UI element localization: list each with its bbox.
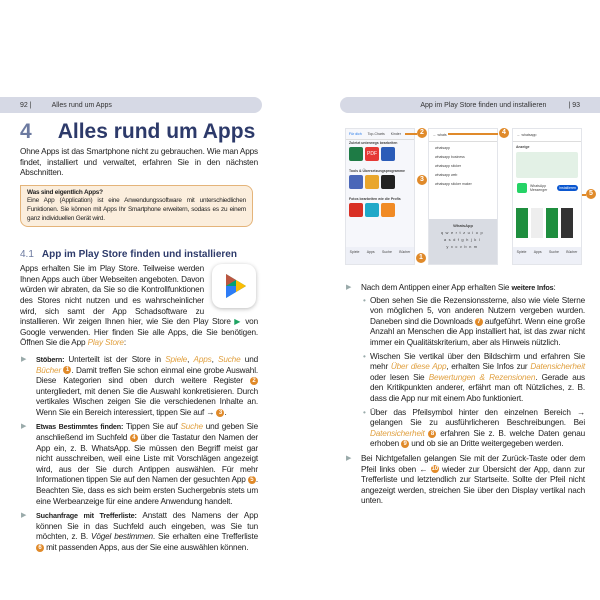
text-run: Wischen Sie vertikal über den Bildschirm und erfahren Sie mehr xyxy=(370,351,585,372)
text-run: Apps erhalten Sie im Play Store. Teilweise werden Ihnen Apps auch über Webseiten angeboten. Davon würden wir abraten, da Sie so die Kontrollfunktionen des Stores nicht nutzen und es wahrscheinlicher wird, sich samt der App Schadsoftware zu installieren. Wir zeigen Ihnen hier, wie Sie den Play Store xyxy=(20,264,235,327)
chapter-number: 4 xyxy=(20,120,32,143)
bottom-nav xyxy=(513,247,581,264)
bold-lead: Suchanfrage mit Trefferliste: xyxy=(36,511,143,521)
app-name[interactable]: WhatsApp Messenger xyxy=(530,184,548,192)
text-run: wieder zur Übersicht der App, dann zur Trefferliste und letztendlich zur Startseite. Sollte der Pfeil nicht angezeigt werden, streichen Sie über den Display vertikal nach unten. xyxy=(361,464,585,506)
section-label: Fotos bearbeiten wie die Profis xyxy=(349,197,401,201)
info-box-title: Was sind eigentlich Apps? xyxy=(27,188,103,196)
running-title: App im Play Store finden und installieren xyxy=(420,101,547,109)
sub-bullet-text xyxy=(370,296,585,347)
page-number: 92 | xyxy=(20,101,32,109)
section-heading: App im Play Store finden und installieren xyxy=(41,249,237,261)
page-number: | 93 xyxy=(568,101,580,109)
bottom-nav xyxy=(346,247,414,264)
text-run: von Google verwenden. Hier finden Sie alle Apps, die Sie benötigen. Öffnen Sie die App xyxy=(20,317,258,348)
text-run: erfahren Sie z. B. welche Daten genau erhoben xyxy=(370,428,585,449)
bullet-arrow-icon: ▶ xyxy=(346,454,352,462)
text-run: Nach dem Antippen einer App erhalten Sie xyxy=(361,283,512,292)
ui-term: Suche xyxy=(218,354,241,364)
ui-term: Datensicherheit xyxy=(530,362,585,372)
text-run: : xyxy=(553,283,556,292)
suggestion: whatsapp business xyxy=(435,155,465,159)
keyboard-row: asdfghjkl xyxy=(443,237,483,242)
nav-games[interactable]: Spiele xyxy=(516,250,527,254)
callout-4: 4 xyxy=(499,128,509,138)
whatsapp-icon xyxy=(517,183,527,193)
section-paragraph-wrap xyxy=(20,264,258,349)
bullet-item xyxy=(345,454,585,507)
info-box xyxy=(20,185,253,227)
excel-icon xyxy=(349,147,363,161)
text-run: und ob sie an Dritte weitergegeben werden. xyxy=(409,439,564,449)
step-badge: 1 xyxy=(63,366,71,374)
tab-top-charts: Top-Charts xyxy=(367,132,385,136)
ui-term: Über diese App xyxy=(390,362,447,372)
app-icon xyxy=(349,203,363,217)
ad-banner xyxy=(516,152,578,178)
step-badge: 4 xyxy=(130,434,138,442)
suggestion: whatsapp sticker maker xyxy=(435,182,472,186)
text-run: . Sie erhalten eine Trefferliste xyxy=(152,532,259,542)
search-query: whats xyxy=(437,133,447,137)
ui-term: Spiele xyxy=(165,354,188,364)
pdf-icon: PDF xyxy=(365,147,379,161)
text-run: Unterteilt ist der Store in xyxy=(68,354,166,364)
suggestion: whatsapp web xyxy=(435,173,458,177)
suggestion: whatsapp xyxy=(435,146,450,150)
app-icon xyxy=(365,203,379,217)
play-store-logo-icon xyxy=(212,264,256,308)
bullet-text xyxy=(36,355,258,417)
keyboard-row: qwertzuiop xyxy=(440,230,486,235)
screenshot-play-store-home xyxy=(345,128,415,265)
step-badge: 6 xyxy=(36,544,44,552)
tab-for-you: Für dich xyxy=(349,132,362,136)
bullet-item xyxy=(345,283,585,450)
bullet-arrow-icon: ▶ xyxy=(21,423,27,431)
bullet-text xyxy=(361,283,556,292)
sub-bullet: • Über das Pfeilsymbol hinter den einzelnen Bereich → gelangen Sie zu ausführlicheren Beschreibungen. Bei Datensicherheit 8 erfahren Sie z. B. welche Daten genau erhoben 9 und ob sie an Dritte weitergegeben werden. xyxy=(363,407,585,449)
left-bullet-list xyxy=(20,355,258,554)
text-run: Bei Nichtgefallen gelangen Sie mit der Zurück-Taste oder dem Pfeil links oben ← xyxy=(361,453,585,474)
sub-bullet-text xyxy=(370,408,585,449)
step-badge: 7 xyxy=(475,318,483,326)
step-badge: 8 xyxy=(428,430,436,438)
text-run: . Damit treffen Sie schon einmal eine grobe Auswahl. Diese Kategorien sind oben durch weitere Register xyxy=(36,365,259,386)
running-title: Alles rund um Apps xyxy=(51,101,112,109)
bullet-arrow-icon: ▶ xyxy=(21,355,27,363)
ui-term: Play Store xyxy=(87,338,124,348)
section-number: 4.1 xyxy=(20,249,34,261)
ui-term: Datensicherheit xyxy=(370,428,425,438)
sub-bullet-text xyxy=(370,352,585,403)
callout-3: 3 xyxy=(417,175,427,185)
search-field: ← whats xyxy=(429,129,497,142)
info-box-text: Eine App (Application) ist eine Anwendungssoftware mit unterschiedlichen Funktionen. Sie können mit Apps Ihr Smartphone erweitern, sodass es zu einem ganz individuellen Gerät wird. xyxy=(27,197,246,222)
bold-lead: weitere Infos xyxy=(511,283,554,292)
text-run: mit passenden Apps, aus der Sie eine auswählen können. xyxy=(44,543,249,552)
section-label: Tools & Übersetzungsprogramme xyxy=(349,169,405,173)
callout-2: 2 xyxy=(417,128,427,138)
text-run: : xyxy=(123,338,126,348)
nav-search[interactable]: Suche xyxy=(382,250,392,254)
keyboard xyxy=(429,219,497,264)
text-run: und geben Sie anschließend im Suchfeld xyxy=(36,422,258,443)
left-page-header xyxy=(0,97,262,113)
right-bullet-list xyxy=(345,283,585,511)
bold-lead: Stöbern: xyxy=(36,354,69,364)
section-label: Zuletzt unterwegs bearbeiten xyxy=(349,141,398,145)
ui-term: Bücher xyxy=(36,365,62,375)
screenshot-play-store-search xyxy=(428,128,498,265)
app-icon xyxy=(381,175,395,189)
text-run: Tippen Sie auf xyxy=(125,422,181,432)
bullet-item xyxy=(20,422,258,507)
nav-apps[interactable]: Apps xyxy=(533,250,542,254)
suggestion-list xyxy=(429,142,497,191)
app-icon xyxy=(349,175,363,189)
bold-lead: Etwas Bestimmtes finden: xyxy=(36,422,126,432)
install-button[interactable]: Installieren xyxy=(559,186,576,190)
section-title xyxy=(20,249,258,261)
text-run: aufgeführt. Wenn eine große Anzahl an Menschen die App installiert hat, ist das zwar nicht immer ein Qualitätskriterium, aber als Hinweis nützlich. xyxy=(370,316,586,347)
app-icon xyxy=(381,203,395,217)
left-page-column xyxy=(20,119,258,558)
text-run: , xyxy=(187,354,194,364)
step-badge: 3 xyxy=(216,409,224,417)
text-run: Über das Pfeilsymbol hinter den einzelnen Bereich → gelangen Sie zu ausführlicheren Beschreibungen. Bei xyxy=(370,407,585,428)
ad-label: Anzeige xyxy=(516,145,530,149)
sub-bullet: • Wischen Sie vertikal über den Bildschirm und erfahren Sie mehr Über diese App, erhalten Sie Infos zur Datensicherheit oder lesen Sie Bewertungen & Rezensionen. Gerade aus den Kritikpunkten anderer, erfährt man oft Nützliches, z. B. dass die App nur mit einem Abo funktioniert. xyxy=(363,351,585,403)
text-run: Anstatt des Namens der App können Sie in das Suchfeld auch eingeben, was Sie tun möchten, z. B. xyxy=(36,511,258,542)
nav-apps[interactable]: Apps xyxy=(366,250,375,254)
keyboard-row: yxcvbnm xyxy=(446,244,480,249)
chapter-heading: Alles rund um Apps xyxy=(57,120,256,143)
suggestion: whatsapp sticker xyxy=(435,164,462,168)
right-page-header xyxy=(340,97,600,113)
italic-term: Vögel bestimmen xyxy=(91,532,153,542)
keyboard-suggestion: WhatsApp xyxy=(453,223,473,228)
bullet-arrow-icon: ▶ xyxy=(21,512,27,520)
ui-term: Apps xyxy=(193,354,212,364)
intro-text: Ohne Apps ist das Smartphone nicht zu gebrauchen. Wie man Apps findet, installiert und verwaltet, erfahren Sie in den nächsten Abschnitten. xyxy=(20,147,258,178)
step-badge: 9 xyxy=(401,440,409,448)
bullet-item xyxy=(20,355,258,419)
text-run: untergliedert, mit denen Sie die Auswahl konkretisieren. Durch vertikales Wischen zeigen Sie die verschiedenen Inhalte an. Wenn Sie ein Bereich interessiert, tippen Sie auf → xyxy=(36,386,258,417)
ui-term: Suche xyxy=(180,422,203,432)
nav-books[interactable]: Bücher xyxy=(566,250,578,254)
text-run: Oben sehen Sie die Rezensionssterne, also wie viele Sterne von möglichen 5, von anderen Nutzern vergeben wurden. Daneben sind die Downloads xyxy=(370,295,585,326)
chapter-title xyxy=(20,119,258,144)
nav-search[interactable]: Suche xyxy=(549,250,559,254)
callout-1: 1 xyxy=(416,253,426,263)
text-run: über die Tastatur den Namen der App ein, z. B. WhatsApp. Sie müssen den Begriff meist gar nicht ausschreiben, weil eine Liste mit Vorschlägen angezeigt wird, aus der Sie durch Antippen auswählen. Für mehr Informationen tippen Sie auf den Namen der gesuchten App xyxy=(36,433,258,485)
step-badge: 2 xyxy=(250,377,258,385)
step-badge: 10 xyxy=(431,466,438,473)
text-run: oder lesen Sie xyxy=(370,372,429,382)
text-run: , xyxy=(211,354,219,364)
search-query: whatsapp xyxy=(521,133,537,137)
bullet-item xyxy=(20,511,258,553)
ui-term: Bewertungen & Rezensionen xyxy=(428,372,536,382)
nav-games[interactable]: Spiele xyxy=(349,250,360,254)
step-badge: 5 xyxy=(248,476,256,484)
text-run: , erhalten Sie Infos zur xyxy=(446,362,531,372)
callout-5: 5 xyxy=(586,189,596,199)
word-icon xyxy=(381,147,395,161)
bullet-text xyxy=(36,511,258,552)
screenshot-search-results: ← whatsapp Anzeige WhatsApp Messenger Installieren Spiele Apps Suche Bücher xyxy=(512,128,582,265)
text-run: und xyxy=(240,354,259,364)
nav-books[interactable]: Bücher xyxy=(399,250,411,254)
text-run: . Beachten Sie, dass es sich beim ersten Suchergebnis stets um eine Werbeanzeige für eine andere Anwendung handelt. xyxy=(36,475,258,506)
play-store-icon: ▶ xyxy=(234,317,242,327)
text-run: . Gerade aus den Kritikpunkten anderer, erfährt man oft Nützliches, z. B. dass die App nur mit einem Abo funktioniert. xyxy=(370,372,585,403)
app-icon xyxy=(365,175,379,189)
bullet-arrow-icon: ▶ xyxy=(346,284,352,291)
tab-kids: Kinder xyxy=(390,132,401,136)
bullet-text xyxy=(361,454,585,505)
bullet-text xyxy=(36,422,258,505)
text-run: . xyxy=(224,407,227,417)
sub-bullet: • Oben sehen Sie die Rezensionssterne, also wie viele Sterne von möglichen 5, von anderen Nutzern vergeben wurden. Daneben sind die Downloads 7 aufgeführt. Wenn eine große Anzahl an Menschen die App installiert hat, ist das zwar nicht immer ein Qualitätskriterium, aber als Hinweis nützlich. xyxy=(363,295,586,347)
